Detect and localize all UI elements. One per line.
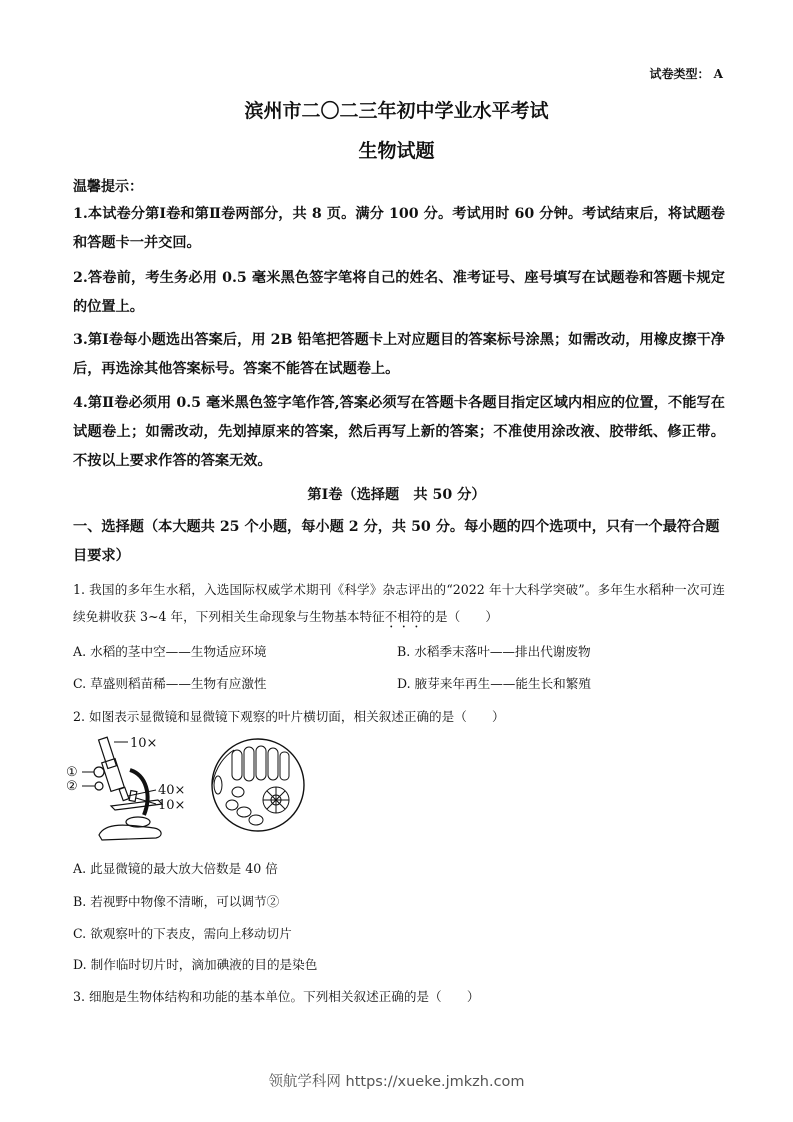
leaf-cross-section: [212, 739, 304, 831]
question-3-stem: 3. 细胞是生物体结构和功能的基本单位。下列相关叙述正确的是（ ）: [73, 989, 480, 1004]
notice-item: 4.第Ⅱ卷必须用 0.5 毫米黑色签字笔作答,答案必须写在答题卡各题目指定区域内相应的位置，不能写在试题卷上；如需改动，先划掉原来的答案，然后再写上新的答案；不准使用涂改液、胶带纸、修正带。不按以上要求作答的答案无效。: [73, 395, 725, 469]
question-2-option-b: B. 若视野中物像不清晰，可以调节②: [73, 894, 280, 909]
notice-item: 3.第Ⅰ卷每小题选出答案后，用 2B 铅笔把答题卡上对应题目的答案标号涂黑；如需改动，用橡皮擦干净后，再选涂其他答案标号。答案不能答在试题卷上。: [73, 332, 725, 377]
question-2-stem: 2. 如图表示显微镜和显微镜下观察的叶片横切面，相关叙述正确的是（ ）: [73, 709, 505, 724]
objective-low-label: 10×: [158, 798, 186, 813]
part-heading: 一、选择题（本大题共 25 个小题，每小题 2 分，共 50 分。每小题的四个选项中，只有一个最符合题目要求）: [73, 519, 720, 564]
paper-type-label: 试卷类型： A: [649, 67, 723, 81]
question-2-option-a: A. 此显微镜的最大放大倍数是 40 倍: [73, 861, 278, 876]
question-1-option-a: A. 水稻的茎中空——生物适应环境: [73, 644, 267, 659]
notice-item: 2.答卷前，考生务必用 0.5 毫米黑色签字笔将自己的姓名、准考证号、座号填写在试题卷和答题卡规定的位置上。: [73, 270, 725, 315]
question-1-stem-before: 1. 我国的多年生水稻，入选国际权威学术期刊《科学》杂志评出的“2022 年十大科学突破”。多年生水稻种一次可连续免耕收获 3~4 年，下列相关生命现象与生物基本特征: [73, 582, 725, 624]
question-2-option-c: C. 欲观察叶的下表皮，需向上移动切片: [73, 926, 292, 941]
exam-subtitle: 生物试题: [358, 140, 435, 162]
question-1-stem: [73, 576, 725, 631]
notice-heading: 温馨提示：: [73, 179, 143, 195]
notice-item: 1.本试卷分第Ⅰ卷和第Ⅱ卷两部分，共 8 页。满分 100 分。考试用时 60 分钟。考试结束后，将试题卷和答题卡一并交回。: [73, 206, 725, 251]
exam-title: 滨州市二〇二三年初中学业水平考试: [244, 100, 549, 122]
label-1: ①: [66, 765, 78, 780]
microscope-drawing: [94, 737, 162, 840]
question-1-option-b: B. 水稻季末落叶——排出代谢废物: [397, 644, 591, 659]
objective-high-label: 40×: [158, 783, 186, 798]
question-1-option-d: D. 腋芽来年再生——能生长和繁殖: [397, 676, 591, 691]
question-1-emphasis: 不相符: [384, 609, 423, 624]
footer-watermark: 领航学科网 https://xueke.jmkzh.com: [268, 1074, 525, 1090]
question-1-stem-after: 的是（ ）: [422, 609, 498, 624]
question-2-option-d: D. 制作临时切片时，滴加碘液的目的是染色: [73, 957, 318, 972]
label-2: ②: [66, 779, 78, 794]
section-title: 第Ⅰ卷（选择题 共 50 分）: [307, 487, 486, 503]
eyepiece-label: 10×: [130, 736, 158, 751]
question-1-option-c: C. 草盛则稻苗稀——生物有应激性: [73, 676, 267, 691]
microscope-figure: [66, 730, 316, 842]
